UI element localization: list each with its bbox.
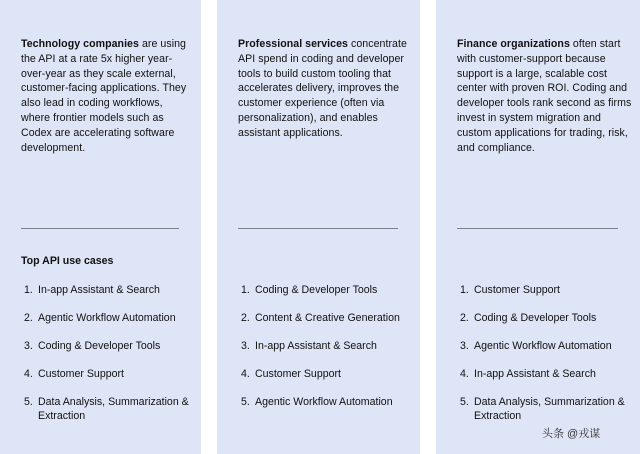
divider [21,228,179,229]
list-item-number: 2. [460,312,469,324]
list-item-number: 2. [241,312,250,324]
list-item [241,339,411,353]
card-description [238,37,410,141]
use-case-list [24,283,194,423]
list-item [241,395,411,409]
card-description [21,37,193,155]
list-item [24,339,194,353]
card-professional-services [217,0,420,454]
list-item [24,311,194,325]
use-case-list [241,283,411,409]
list-item-label: Content & Creative Generation [255,312,400,324]
list-item-label: Data Analysis, Summarization & Extraction [38,396,189,422]
list-item-number: 1. [241,284,250,296]
list-item-label: Agentic Workflow Automation [474,340,612,352]
list-item-number: 4. [460,368,469,380]
list-item-number: 5. [241,396,250,408]
list-item [460,339,630,353]
list-item-number: 4. [241,368,250,380]
list-item-number: 3. [460,340,469,352]
description-text: are using the API at a rate 5x higher year-over-year as they scale external, customer-facing applications. They also lead in coding workflows, where frontier models such as Codex are accelerating software development. [21,38,187,154]
card-description [457,37,637,155]
list-item-label: Customer Support [38,368,124,380]
list-item [460,367,630,381]
divider [457,228,618,229]
list-item-number: 4. [24,368,33,380]
list-item [460,395,630,423]
list-item [460,283,630,297]
list-item [460,311,630,325]
list-item-number: 5. [460,396,469,408]
list-item [241,311,411,325]
list-item-label: Coding & Developer Tools [474,312,597,324]
list-item-label: In-app Assistant & Search [38,284,160,296]
list-item-label: In-app Assistant & Search [474,368,596,380]
list-item-number: 3. [241,340,250,352]
list-title: Top API use cases [21,255,114,267]
list-item-label: Data Analysis, Summarization & Extraction [474,396,625,422]
list-item-number: 3. [24,340,33,352]
watermark: 头条 @戎谋 [542,428,601,440]
list-item-label: Coding & Developer Tools [38,340,161,352]
list-item-label: In-app Assistant & Search [255,340,377,352]
divider [238,228,398,229]
card-technology-companies [0,0,201,454]
list-item-label: Agentic Workflow Automation [38,312,176,324]
industry-heading: Finance organizations [457,38,570,50]
list-item-number: 2. [24,312,33,324]
list-item-number: 1. [24,284,33,296]
list-item-label: Coding & Developer Tools [255,284,378,296]
list-item [241,283,411,297]
industry-heading: Professional services [238,38,348,50]
list-item-number: 5. [24,396,33,408]
list-item-label: Agentic Workflow Automation [255,396,393,408]
list-item-number: 1. [460,284,469,296]
list-item [24,395,194,423]
list-item [241,367,411,381]
use-case-list [460,283,630,423]
list-item-label: Customer Support [255,368,341,380]
list-item [24,283,194,297]
industry-heading: Technology companies [21,38,139,50]
list-item [24,367,194,381]
list-item-label: Customer Support [474,284,560,296]
description-text: concentrate API spend in coding and developer tools to build custom tooling that accelerates delivery, improves the customer experience (often via personalization), and enables assistant applications. [238,38,407,139]
card-finance-organizations [436,0,640,454]
description-text: often start with customer-support because support is a large, scalable cost center with proven ROI. Coding and developer tools rank second as firms invest in system migration and custom applications for trading, risk, and compliance. [457,38,632,154]
